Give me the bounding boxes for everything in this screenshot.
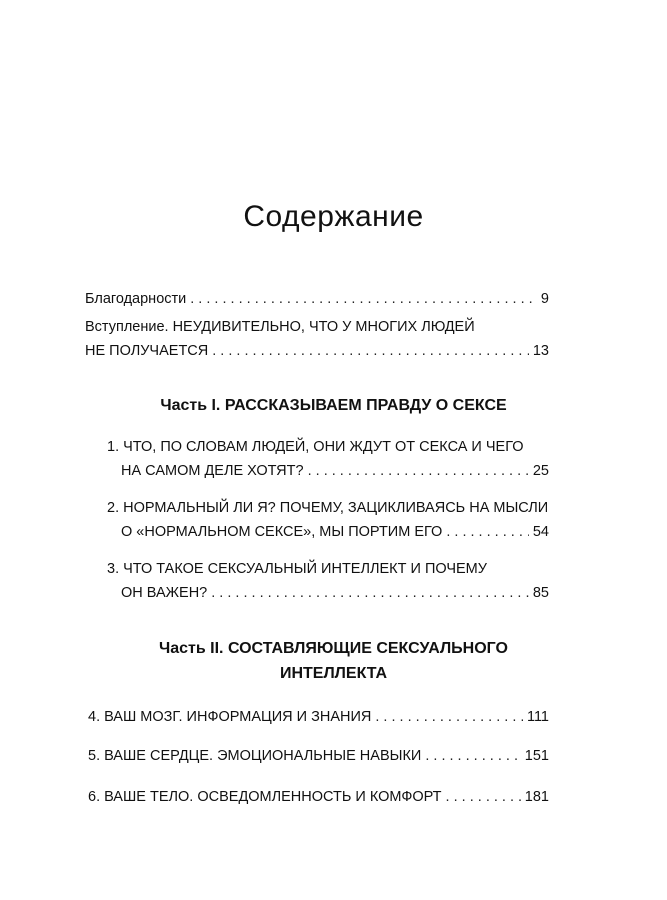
- toc-entry-title: Благодарности: [85, 291, 187, 307]
- toc-entry-line: [88, 744, 549, 768]
- toc-entry-line: [88, 705, 549, 729]
- page-number: 111: [526, 709, 549, 725]
- toc-entry-title-line1: 2. НОРМАЛЬНЫЙ ЛИ Я? ПОЧЕМУ, ЗАЦИКЛИВАЯСЬ НА МЫСЛИ: [107, 500, 549, 516]
- leader-dots: [308, 459, 529, 483]
- toc-entry-title-line1: Вступление. НЕУДИВИТЕЛЬНО, ЧТО У МНОГИХ ЛЮДЕЙ: [85, 319, 475, 335]
- toc-entry-title-line1: 3. ЧТО ТАКОЕ СЕКСУАЛЬНЫЙ ИНТЕЛЛЕКТ И ПОЧЕМУ: [107, 561, 487, 577]
- toc-entry-chapter-4: [88, 705, 549, 729]
- part-2-heading-line2: ИНТЕЛЛЕКТА: [279, 665, 388, 682]
- page-number: 151: [524, 748, 549, 764]
- page-number: 9: [540, 291, 549, 307]
- leader-dots: [211, 581, 529, 605]
- part-1-heading: Часть I. РАССКАЗЫВАЕМ ПРАВДУ О СЕКСЕ: [160, 397, 507, 414]
- toc-entry-introduction: [85, 315, 549, 363]
- page-number: 13: [532, 343, 549, 359]
- toc-entry-line: [107, 459, 549, 483]
- toc-entry-line: [107, 581, 549, 605]
- toc-entry-line: [85, 339, 549, 363]
- part-2-heading-line1: Часть II. СОСТАВЛЯЮЩИЕ СЕКСУАЛЬНОГО: [159, 640, 508, 657]
- toc-entry-line: [88, 785, 549, 809]
- toc-entry-title-line2: О «НОРМАЛЬНОМ СЕКСЕ», МЫ ПОРТИМ ЕГО: [121, 524, 443, 540]
- toc-entry-chapter-5: [88, 744, 549, 768]
- leader-dots: [446, 520, 529, 544]
- toc-entry-title-line2: НЕ ПОЛУЧАЕТСЯ: [85, 343, 209, 359]
- toc-entry-line: [107, 520, 549, 544]
- leader-dots: [375, 705, 523, 729]
- toc-entry-title: 6. ВАШЕ ТЕЛО. ОСВЕДОМЛЕННОСТЬ И КОМФОРТ: [88, 789, 442, 805]
- toc-entry-chapter-6: [88, 785, 549, 809]
- toc-entry-title-line1: 1. ЧТО, ПО СЛОВАМ ЛЮДЕЙ, ОНИ ЖДУТ ОТ СЕКСА И ЧЕГО: [107, 439, 524, 455]
- page-number: 25: [532, 463, 549, 479]
- toc-entry-chapter-2: [107, 496, 549, 544]
- toc-entry-title: 4. ВАШ МОЗГ. ИНФОРМАЦИЯ И ЗНАНИЯ: [88, 709, 372, 725]
- leader-dots: [212, 339, 529, 363]
- toc-entry-chapter-3: [107, 557, 549, 605]
- toc-entry-acknowledgements: [85, 287, 549, 311]
- page-number: 85: [532, 585, 549, 601]
- toc-entry-line: [85, 287, 549, 311]
- page-title: Содержание: [243, 200, 424, 233]
- leader-dots: [190, 287, 537, 311]
- toc-entry-title-line2: НА САМОМ ДЕЛЕ ХОТЯТ?: [121, 463, 304, 479]
- page-number: 181: [524, 789, 549, 805]
- page-number: 54: [532, 524, 549, 540]
- toc-entry-title-line2: ОН ВАЖЕН?: [121, 585, 208, 601]
- toc-entry-chapter-1: [107, 435, 549, 483]
- leader-dots: [425, 744, 520, 768]
- toc-entry-title: 5. ВАШЕ СЕРДЦЕ. ЭМОЦИОНАЛЬНЫЕ НАВЫКИ: [88, 748, 422, 764]
- leader-dots: [446, 785, 521, 809]
